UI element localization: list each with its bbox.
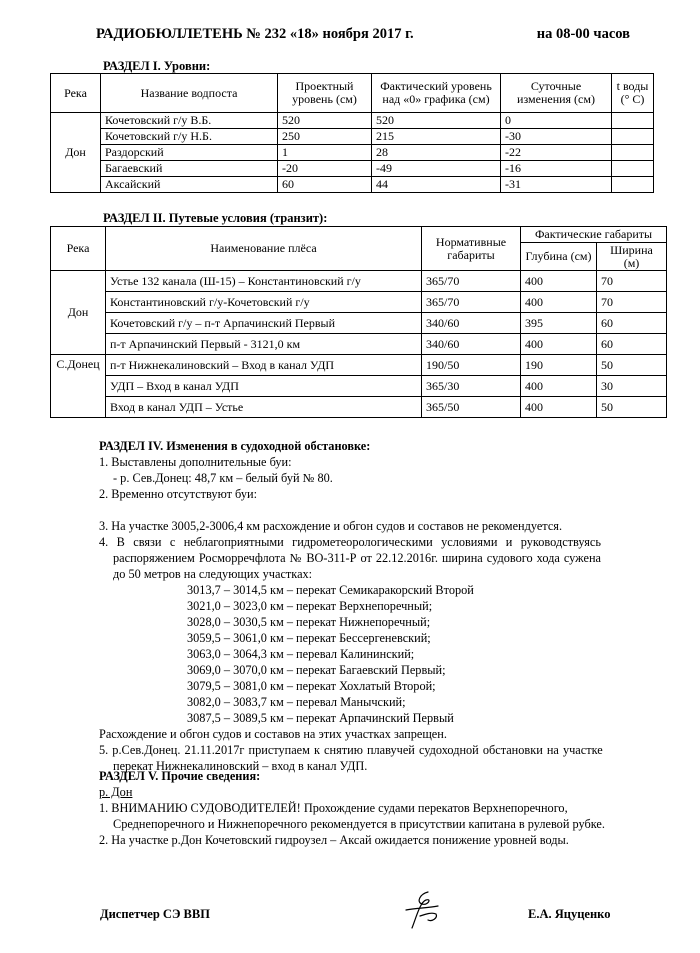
- list-item: 3063,0 – 3064,3 км – перевал Калининский;: [187, 647, 415, 661]
- cell: [612, 129, 654, 145]
- col-daily-change: Суточные изменения (см): [501, 74, 612, 113]
- cell: 400: [521, 292, 597, 313]
- col-depth: Глубина (см): [521, 243, 597, 271]
- river-cell: С.Донец: [51, 355, 106, 418]
- table-row: [51, 161, 654, 177]
- cell: 50: [597, 355, 667, 376]
- cell: 190/50: [422, 355, 521, 376]
- col-reach-name: Наименование плёса: [106, 227, 422, 271]
- section5: [99, 768, 605, 848]
- section5-item2: 2. На участке р.Дон Кочетовский гидроузел – Аксай ожидается понижение уровней воды.: [99, 833, 569, 847]
- col-water-temp: t воды (° С): [612, 74, 654, 113]
- cell: Раздорский: [101, 145, 278, 161]
- cell: 28: [372, 145, 501, 161]
- cell: п-т Арпачинский Первый - 3121,0 км: [106, 334, 422, 355]
- cell: 215: [372, 129, 501, 145]
- dispatcher-name: Е.А. Яцуценко: [528, 907, 611, 921]
- section4-item3: 3. На участке 3005,2-3006,4 км расхождение и обгон судов и составов не рекомендуется.: [99, 519, 563, 533]
- levels-table: [50, 73, 654, 193]
- section4-item1: 1. Выставлены дополнительные буи:: [99, 455, 292, 469]
- table-row: [51, 376, 667, 397]
- narrowed-segments-list: [99, 582, 601, 726]
- table-row: [51, 271, 667, 292]
- cell: 340/60: [422, 334, 521, 355]
- cell: 520: [278, 113, 372, 129]
- cell: Константиновский г/у-Кочетовский г/у: [106, 292, 422, 313]
- list-item: 3087,5 – 3089,5 км – перекат Арпачинский Первый: [187, 711, 454, 725]
- cell: 400: [521, 397, 597, 418]
- col-river: Река: [51, 227, 106, 271]
- list-item: 3021,0 – 3023,0 км – перекат Верхнепоречный;: [187, 599, 433, 613]
- table-row: [51, 397, 667, 418]
- cell: 30: [597, 376, 667, 397]
- list-item: 3069,0 – 3070,0 км – перекат Багаевский Первый;: [187, 663, 446, 677]
- cell: 400: [521, 271, 597, 292]
- col-actual-dimensions: Фактические габариты: [521, 227, 667, 243]
- cell: Кочетовский г/у В.Б.: [101, 113, 278, 129]
- section4: [99, 438, 601, 774]
- list-item: 3013,7 – 3014,5 км – перекат Семикаракорский Второй: [187, 583, 474, 597]
- list-item: 3082,0 – 3083,7 км – перевал Манычский;: [187, 695, 406, 709]
- section5-river: р. Дон: [99, 785, 133, 799]
- transit-header-row-1: [51, 227, 667, 243]
- cell: 60: [597, 313, 667, 334]
- section1-title: РАЗДЕЛ I. Уровни:: [103, 59, 211, 73]
- table-row: [51, 113, 654, 129]
- bulletin-header: [96, 26, 630, 43]
- dispatcher-position: Диспетчер СЭ ВВП: [100, 907, 210, 921]
- table-row: [51, 145, 654, 161]
- section4-item2: 2. Временно отсутствуют буи:: [99, 487, 257, 501]
- section4-prohibit: Расхождение и обгон судов и составов на этих участках запрещен.: [99, 727, 447, 741]
- cell: [612, 145, 654, 161]
- cell: 400: [521, 376, 597, 397]
- table-row: [51, 177, 654, 193]
- cell: 400: [521, 334, 597, 355]
- section5-item1-line2: Среднепоречного и Нижнепоречного рекомендуется в присутствии капитана в рулевой рубке.: [113, 817, 605, 831]
- table-row: [51, 292, 667, 313]
- table-row: [51, 313, 667, 334]
- cell: -49: [372, 161, 501, 177]
- cell: 190: [521, 355, 597, 376]
- cell: 70: [597, 271, 667, 292]
- section4-item1-sub: - р. Сев.Донец: 48,7 км – белый буй № 80.: [113, 471, 333, 485]
- section2-title: РАЗДЕЛ II. Путевые условия (транзит):: [103, 211, 328, 225]
- list-item: 3028,0 – 3030,5 км – перекат Нижнепоречный;: [187, 615, 431, 629]
- cell: -31: [501, 177, 612, 193]
- river-cell: Дон: [51, 113, 101, 193]
- section4-item5-line1: 5. р.Сев.Донец. 21.11.2017г приступаем к снятию плавучей судоходной обстановки на участке: [99, 743, 603, 757]
- col-norm-dimensions: Нормативные габариты: [422, 227, 521, 271]
- cell: 1: [278, 145, 372, 161]
- transit-table: [50, 226, 667, 418]
- cell: Устье 132 канала (Ш-15) – Константиновский г/у: [106, 271, 422, 292]
- table-row: [51, 355, 667, 376]
- cell: 395: [521, 313, 597, 334]
- levels-header-row: [51, 74, 654, 113]
- blank-line: [99, 502, 601, 518]
- cell: [612, 177, 654, 193]
- section4-item4-line1: 4. В связи с неблагоприятными гидрометеорологическими условиями и руководствуясь: [99, 535, 601, 549]
- cell: [612, 113, 654, 129]
- list-item: 3059,5 – 3061,0 км – перекат Бессергеневский;: [187, 631, 431, 645]
- cell: Вход в канал УДП – Устье: [106, 397, 422, 418]
- cell: 365/70: [422, 271, 521, 292]
- col-station: Название водпоста: [101, 74, 278, 113]
- cell: п-т Нижнекалиновский – Вход в канал УДП: [106, 355, 422, 376]
- cell: 365/50: [422, 397, 521, 418]
- cell: 44: [372, 177, 501, 193]
- cell: 60: [278, 177, 372, 193]
- cell: Багаевский: [101, 161, 278, 177]
- bulletin-time: на 08-00 часов: [536, 26, 630, 42]
- section5-item1-line1: 1. ВНИМАНИЮ СУДОВОДИТЕЛЕЙ! Прохождение судами перекатов Верхнепоречного,: [99, 801, 568, 815]
- cell: 250: [278, 129, 372, 145]
- col-river: Река: [51, 74, 101, 113]
- col-width: Ширина (м): [597, 243, 667, 271]
- cell: 520: [372, 113, 501, 129]
- col-actual-level: Фактический уровень над «0» графика (см): [372, 74, 501, 113]
- cell: 60: [597, 334, 667, 355]
- cell: Кочетовский г/у – п-т Арпачинский Первый: [106, 313, 422, 334]
- cell: 365/70: [422, 292, 521, 313]
- cell: 340/60: [422, 313, 521, 334]
- cell: 70: [597, 292, 667, 313]
- table-row: [51, 129, 654, 145]
- list-item: 3079,5 – 3081,0 км – перекат Хохлатый Второй;: [187, 679, 436, 693]
- cell: -20: [278, 161, 372, 177]
- section4-item4-rest: распоряжением Росморречфлота № ВО-311-Р от 22.12.2016г. ширина судового хода сужена до 50 метров на следующих участках:: [113, 551, 601, 581]
- cell: Кочетовский г/у Н.Б.: [101, 129, 278, 145]
- section5-title: РАЗДЕЛ V. Прочие сведения:: [99, 769, 261, 783]
- cell: Аксайский: [101, 177, 278, 193]
- col-design-level: Проектный уровень (см): [278, 74, 372, 113]
- signature-image: [398, 888, 450, 934]
- section4-title: РАЗДЕЛ IV. Изменения в судоходной обстановке:: [99, 439, 371, 453]
- bulletin-title: РАДИОБЮЛЛЕТЕНЬ № 232 «18» ноября 2017 г.: [96, 26, 414, 42]
- section4-item5-line2: перекат Нижнекалиновский – вход в канал УДП.: [113, 759, 368, 773]
- table-row: [51, 334, 667, 355]
- cell: 365/30: [422, 376, 521, 397]
- river-cell: Дон: [51, 271, 106, 355]
- cell: УДП – Вход в канал УДП: [106, 376, 422, 397]
- cell: 50: [597, 397, 667, 418]
- cell: -30: [501, 129, 612, 145]
- cell: [612, 161, 654, 177]
- cell: 0: [501, 113, 612, 129]
- cell: -22: [501, 145, 612, 161]
- cell: -16: [501, 161, 612, 177]
